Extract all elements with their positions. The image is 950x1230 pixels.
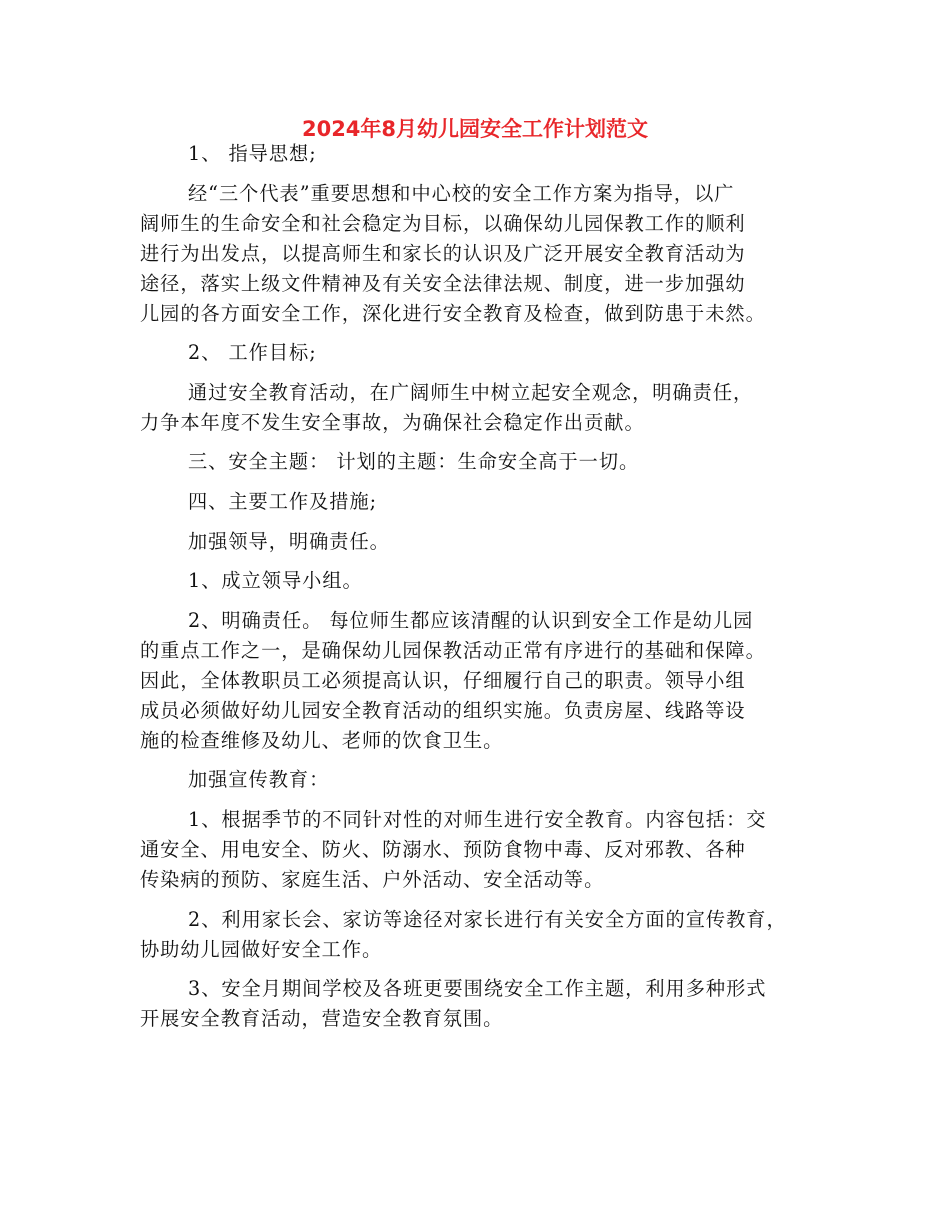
paragraph-line: 通过安全教育活动，在广阔师生中树立起安全观念，明确责任， xyxy=(188,380,754,404)
document-body xyxy=(140,139,830,1034)
subheading-leadership: 加强领导，明确责任。 xyxy=(188,529,390,553)
paragraph-line: 通安全、用电安全、防火、防溺水、预防食物中毒、反对邪教、各种 xyxy=(140,837,746,861)
paragraph-line: 因此，全体教职员工必须提高认识，仔细履行自己的职责。领导小组 xyxy=(140,668,746,692)
subheading-publicity: 加强宣传教育： xyxy=(188,768,330,792)
paragraph-line: 阔师生的生命安全和社会稳定为目标，以确保幼儿园保教工作的顺利 xyxy=(140,211,746,235)
section-heading-main-work: 四、主要工作及措施; xyxy=(188,489,378,513)
section-heading-safety-theme: 三、安全主题： 计划的主题：生命安全高于一切。 xyxy=(188,450,640,474)
list-item: 3、安全月期间学校及各班更要围绕安全工作主题，利用多种形式 xyxy=(188,977,767,1001)
paragraph-line: 途径，落实上级文件精神及有关安全法律法规、制度，进一步加强幼 xyxy=(140,271,746,295)
section-heading-guiding-ideology: 1、 指导思想; xyxy=(188,142,317,165)
paragraph-line: 成员必须做好幼儿园安全教育活动的组织实施。负责房屋、线路等设 xyxy=(140,698,746,722)
list-item: 2、明确责任。 每位师生都应该清醒的认识到安全工作是幼儿园 xyxy=(188,608,754,632)
paragraph-line: 进行为出发点，以提高师生和家长的认识及广泛开展安全教育活动为 xyxy=(140,241,746,265)
list-item: 1、根据季节的不同针对性的对师生进行安全教育。内容包括：交 xyxy=(188,807,767,831)
paragraph-line: 开展安全教育活动，营造安全教育氛围。 xyxy=(140,1007,504,1031)
document-title: 2024年8月幼儿园安全工作计划范文 xyxy=(301,117,649,141)
paragraph-line: 儿园的各方面安全工作，深化进行安全教育及检查，做到防患于未然。 xyxy=(140,301,766,325)
section-heading-work-goals: 2、 工作目标; xyxy=(188,341,317,365)
list-item: 2、利用家长会、家访等途径对家长进行有关安全方面的宣传教育， xyxy=(188,907,787,931)
paragraph-line: 的重点工作之一，是确保幼儿园保教活动正常有序进行的基础和保障。 xyxy=(140,638,766,662)
paragraph-line: 施的检查维修及幼儿、老师的饮食卫生。 xyxy=(140,728,504,752)
paragraph-line: 经“三个代表”重要思想和中心校的安全工作方案为指导，以广 xyxy=(188,181,735,205)
paragraph-line: 力争本年度不发生安全事故，为确保社会稳定作出贡献。 xyxy=(140,410,645,434)
paragraph-line: 协助幼儿园做好安全工作。 xyxy=(140,937,383,961)
paragraph-line: 传染病的预防、家庭生活、户外活动、安全活动等。 xyxy=(140,867,605,891)
list-item: 1、成立领导小组。 xyxy=(188,569,363,593)
